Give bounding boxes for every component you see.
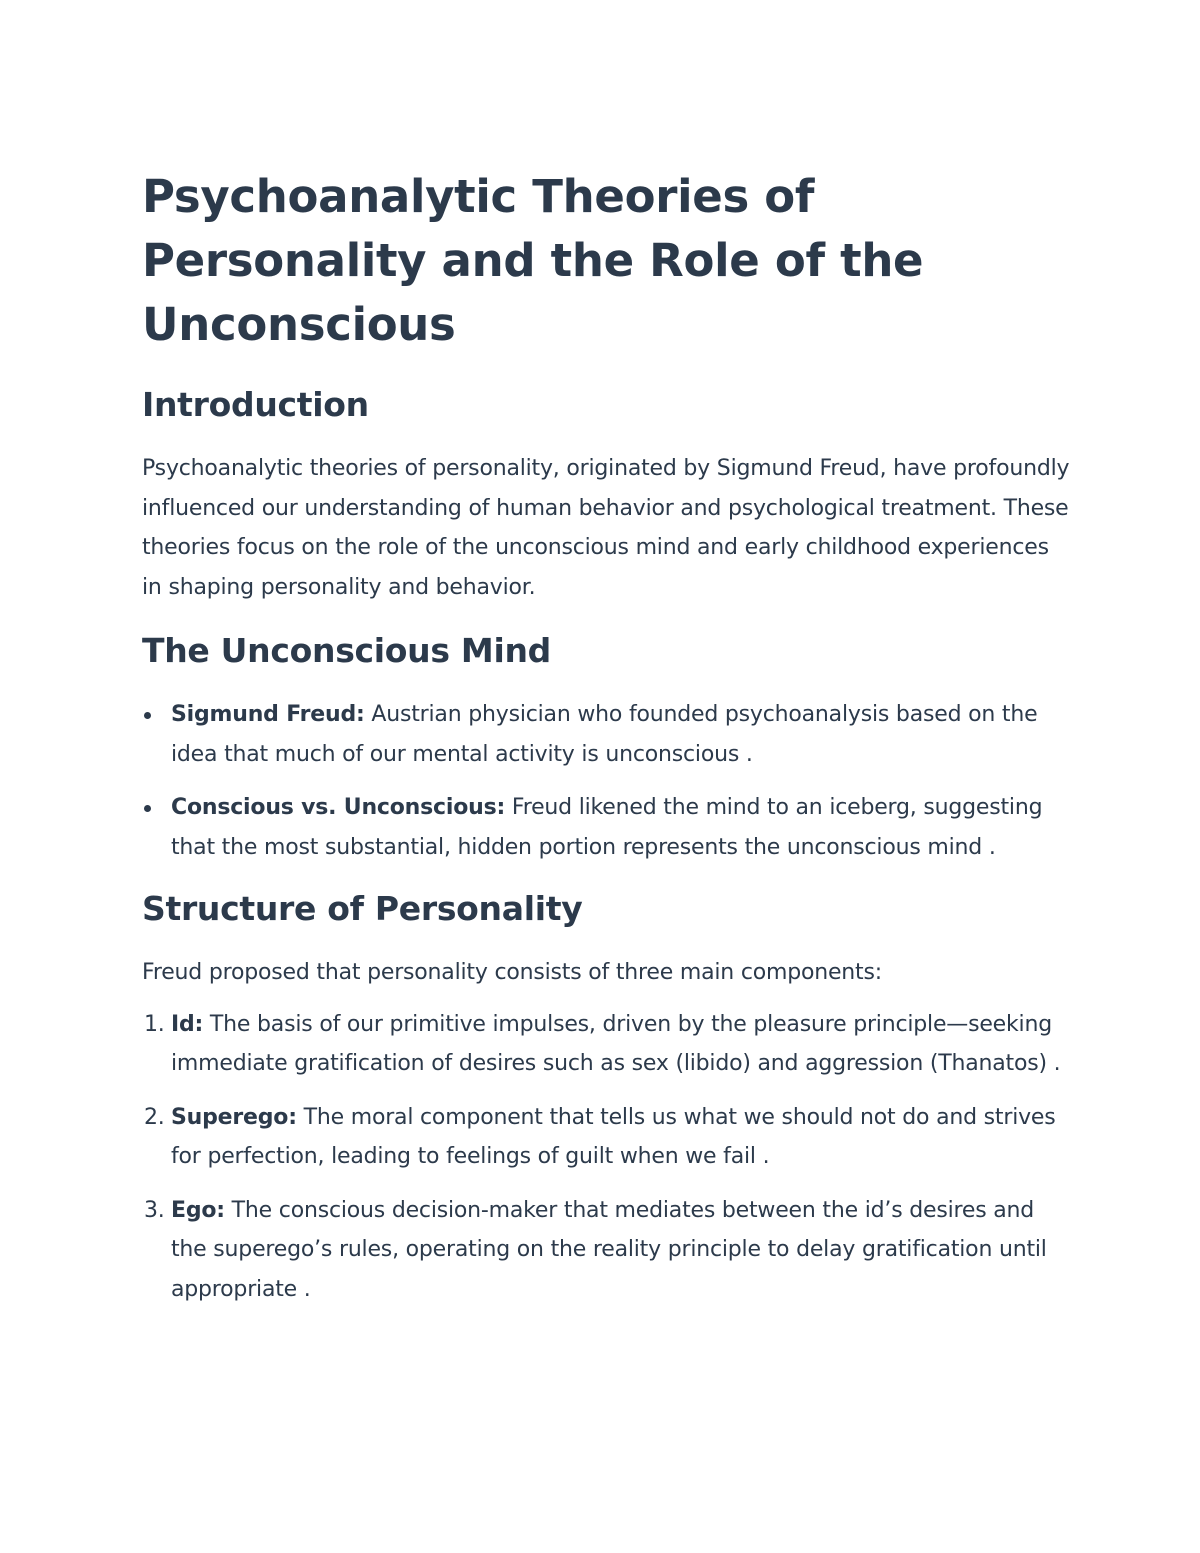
structure-heading: Structure of Personality <box>142 889 583 928</box>
list-item-term: Ego: <box>171 1197 225 1223</box>
list-item <box>142 1005 1072 1084</box>
document-page <box>142 165 1072 1323</box>
bullet-icon <box>144 805 151 812</box>
introduction-heading: Introduction <box>142 385 369 424</box>
list-item-text: The moral component that tells us what we should not do and strives for perfection, leading to feelings of guilt when we fail . <box>171 1104 1056 1169</box>
list-number: 2. <box>144 1104 165 1130</box>
page-title: Psychoanalytic Theories of Personality and the Role of the Unconscious <box>142 170 924 351</box>
list-number: 1. <box>144 1011 165 1037</box>
list-item-text: Austrian physician who founded psychoanalysis based on the idea that much of our mental activity is unconscious . <box>171 702 1038 767</box>
list-item-term: Sigmund Freud: <box>171 702 365 727</box>
list-item <box>142 695 1072 774</box>
unconscious-mind-heading: The Unconscious Mind <box>142 631 551 670</box>
list-item-term: Superego: <box>171 1104 297 1130</box>
list-item-term: Conscious vs. Unconscious: <box>171 795 506 820</box>
list-item <box>142 788 1072 867</box>
unconscious-mind-list <box>142 695 1072 867</box>
list-item <box>142 1191 1072 1310</box>
bullet-icon <box>144 712 151 719</box>
list-item-text: The conscious decision-maker that mediates between the id’s desires and the superego’s rules, operating on the reality principle to delay gratification until appropriate . <box>171 1197 1047 1302</box>
list-item <box>142 1098 1072 1177</box>
structure-list <box>142 1005 1072 1310</box>
list-item-term: Id: <box>171 1011 204 1037</box>
structure-intro: Freud proposed that personality consists of three main components: <box>142 960 882 985</box>
list-item-text: The basis of our primitive impulses, driven by the pleasure principle—seeking immediate gratification of desires such as sex (libido) and aggression (Thanatos) . <box>171 1011 1061 1076</box>
list-number: 3. <box>144 1197 165 1223</box>
list-item-text: Freud likened the mind to an iceberg, suggesting that the most substantial, hidden portion represents the unconscious mind . <box>171 795 1043 860</box>
introduction-paragraph: Psychoanalytic theories of personality, originated by Sigmund Freud, have profoundly influenced our understanding of human behavior and psychological treatment. These theories focus on the role of the unconscious mind and early childhood experiences in shaping personality and behavior. <box>142 456 1070 600</box>
